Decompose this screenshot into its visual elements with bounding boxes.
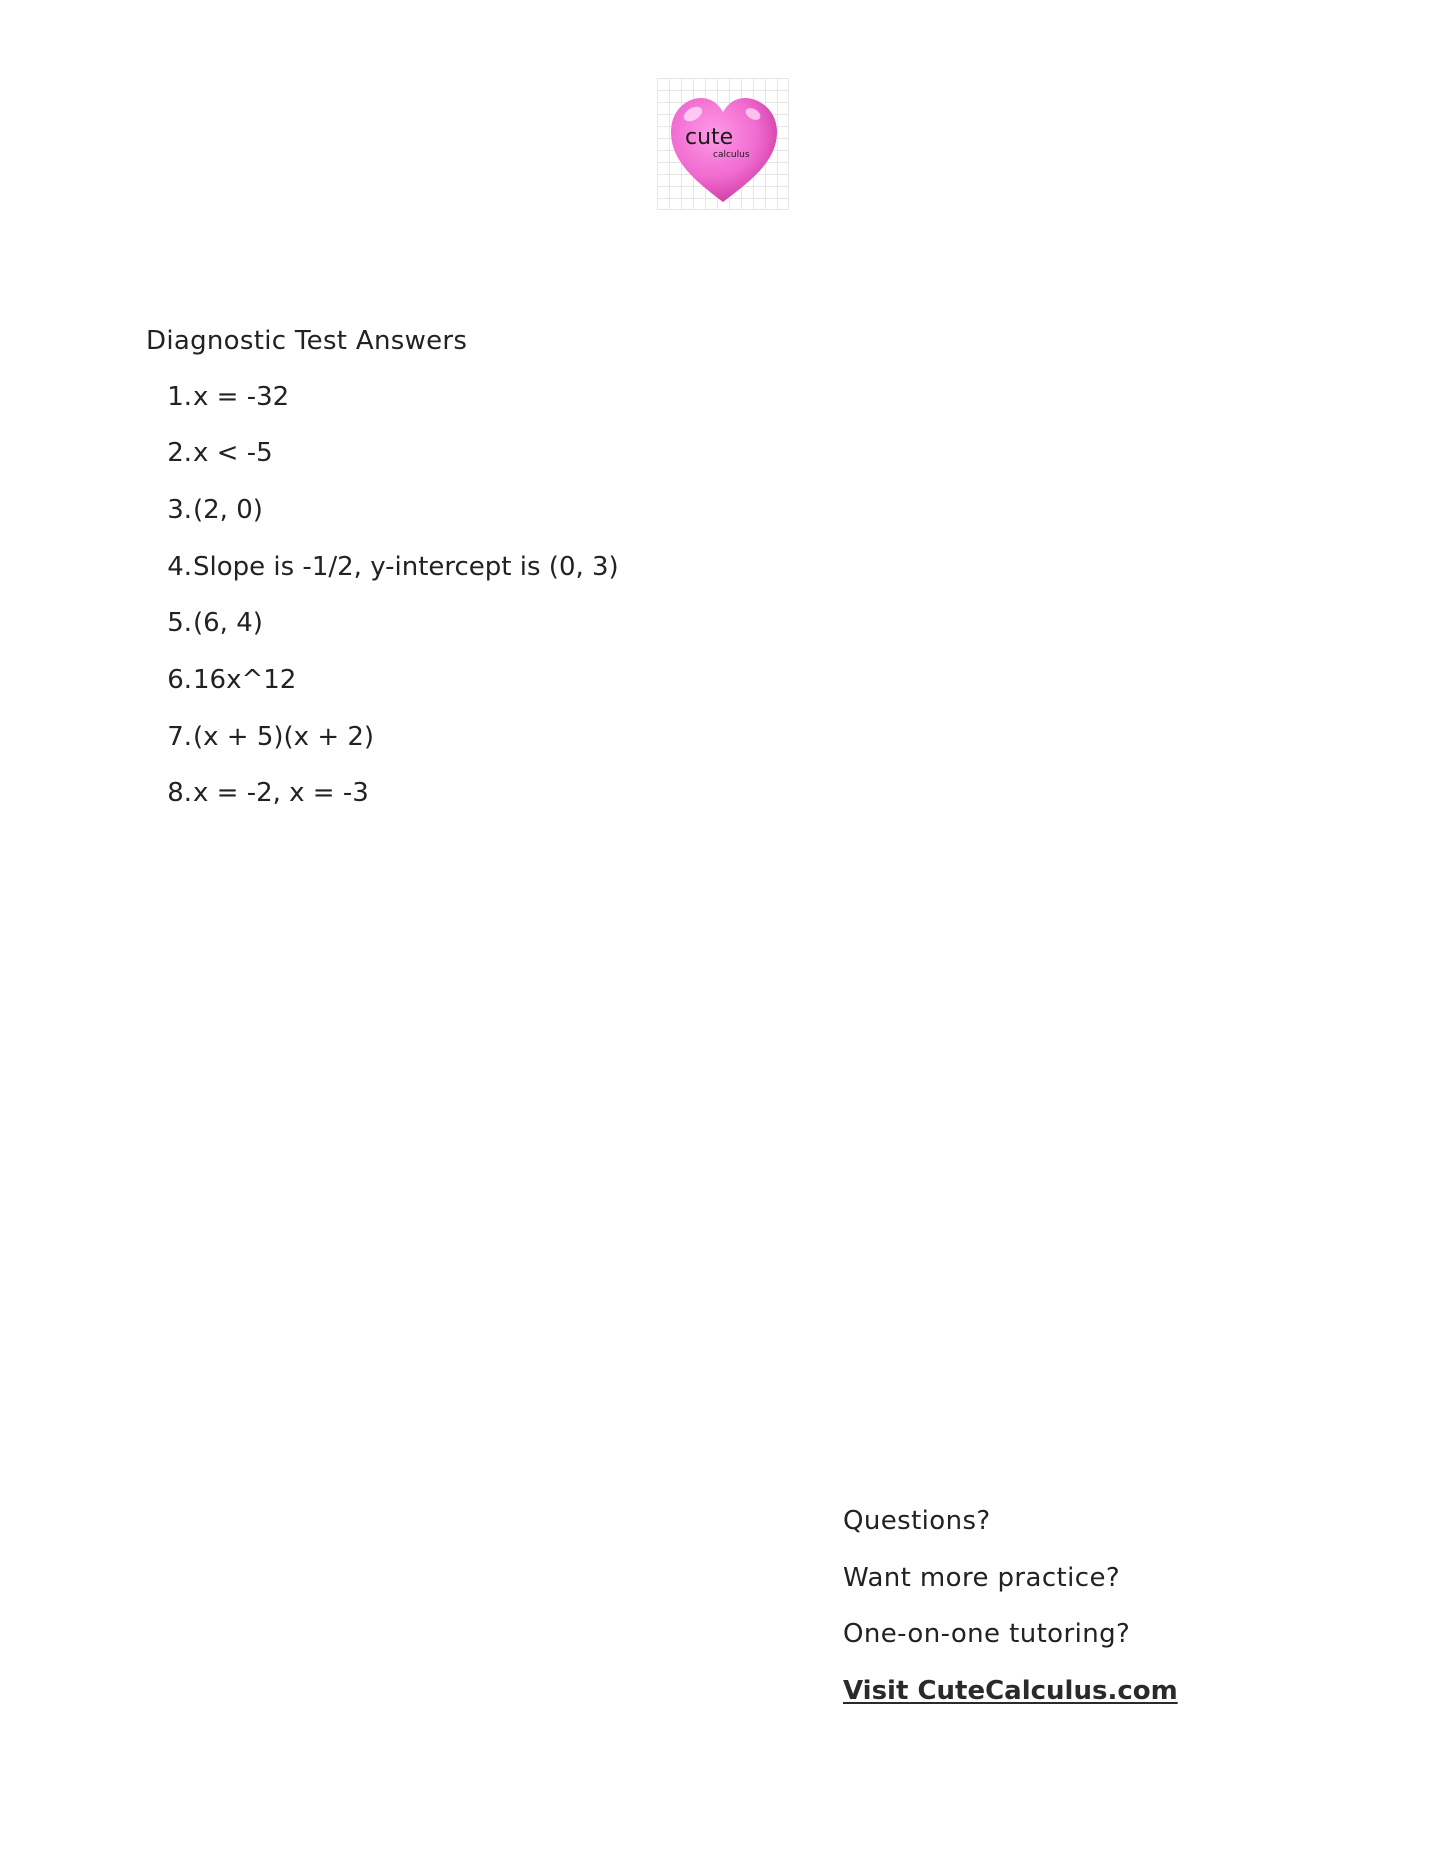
answer-number: 2. [167, 438, 192, 468]
list-item [0, 606, 700, 640]
list-item [0, 380, 700, 414]
list-item [0, 663, 700, 697]
tutoring-text: One-on-one tutoring? [843, 1619, 1131, 1649]
answer-number: 6. [167, 665, 192, 695]
answer-text: 16x^12 [193, 665, 297, 695]
answer-number: 5. [167, 608, 192, 638]
list-item [0, 550, 700, 584]
svg-text:cute: cute [685, 125, 734, 150]
list-item [0, 720, 700, 754]
answer-number: 4. [167, 552, 192, 582]
answer-number: 7. [167, 722, 192, 752]
page-title: Diagnostic Test Answers [146, 326, 468, 356]
list-item [0, 493, 700, 527]
answer-text: x < -5 [193, 438, 273, 468]
heart-logo-icon [657, 78, 789, 210]
visit-website-link[interactable]: Visit CuteCalculus.com [843, 1676, 1178, 1706]
svg-text:calculus: calculus [713, 150, 750, 160]
answer-text: (2, 0) [193, 495, 263, 525]
questions-text: Questions? [843, 1506, 991, 1536]
answer-text: (x + 5)(x + 2) [193, 722, 375, 752]
answer-number: 8. [167, 778, 192, 808]
answer-number: 1. [167, 382, 192, 412]
list-item [0, 436, 700, 470]
answer-text: (6, 4) [193, 608, 263, 638]
answer-text: Slope is -1/2, y-intercept is (0, 3) [193, 552, 619, 582]
answer-number: 3. [167, 495, 192, 525]
list-item [0, 776, 700, 810]
answer-text: x = -2, x = -3 [193, 778, 369, 808]
cute-calculus-logo [657, 78, 789, 210]
practice-text: Want more practice? [843, 1563, 1121, 1593]
answer-text: x = -32 [193, 382, 290, 412]
